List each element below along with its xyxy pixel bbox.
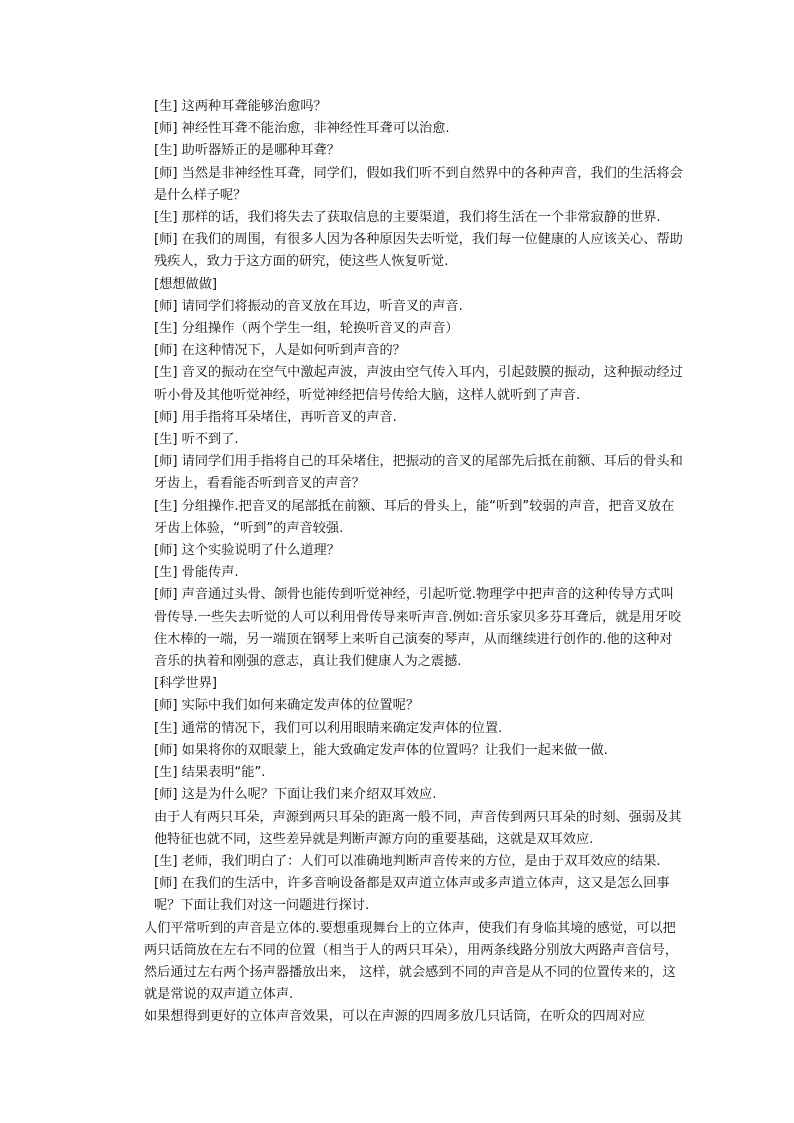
- paragraph: 人们平常听到的声音是立体的.要想重现舞台上的立体声，使我们有身临其境的感觉，可以把两只话筒放在左右不同的位置（相当于人的两只耳朵），用两条线路分别放大两路声音信号，然后通过左右两个扬声器播放出来， 这样，就会感到不同的声音是从不同的位置传来的，这就是常说的双声道立体声.: [144, 920, 679, 1003]
- document-body: [144, 96, 684, 1029]
- paragraph: [生] 那样的话，我们将失去了获取信息的主要渠道，我们将生活在一个非常寂静的世界.: [154, 210, 661, 226]
- paragraph: [生] 通常的情况下，我们可以利用眼睛来确定发声体的位置.: [154, 720, 503, 736]
- paragraph: [生] 骨能传声.: [154, 565, 239, 581]
- paragraph: [师] 在这种情况下，人是如何听到声音的？: [154, 343, 406, 359]
- paragraph: [生] 老师，我们明白了：人们可以准确地判断声音传来的方位，是由于双耳效应的结果.: [154, 853, 661, 869]
- paragraph: [生] 分组操作（两个学生一组，轮换听音叉的声音）: [154, 321, 459, 337]
- paragraph: [师] 神经性耳聋不能治愈，非神经性耳聋可以治愈.: [154, 121, 450, 137]
- paragraph: [师] 声音通过头骨、颌骨也能传到听觉神经，引起听觉.物理学中把声音的这种传导方式叫骨传导.一些失去听觉的人可以利用骨传导来听声音.例如:音乐家贝多芬耳聋后，就是用牙咬住木棒的一端，另一端顶在钢琴上来听自己演奏的琴声，从而继续进行创作的.他的这种对音乐的执着和刚强的意志，真让我们健康人为之震撼.: [154, 587, 682, 670]
- paragraph: [生] 助听器矫正的是哪种耳聋？: [154, 143, 340, 159]
- paragraph: [师] 实际中我们如何来确定发声体的位置呢？: [154, 698, 420, 714]
- paragraph: [生] 这两种耳聋能够治愈吗？: [154, 99, 327, 114]
- paragraph: [生] 听不到了.: [154, 432, 239, 448]
- paragraph: [师] 在我们的生活中，许多音响设备都是双声道立体声或多声道立体声，这又是怎么回事呢？下面让我们对这一问题进行探讨.: [154, 876, 670, 914]
- paragraph: [师] 这是为什么呢？下面让我们来介绍双耳效应.: [154, 787, 437, 803]
- paragraph: [师] 在我们的周围，有很多人因为各种原因失去听觉，我们每一位健康的人应该关心、帮助残疾人，致力于这方面的研究，使这些人恢复听觉.: [154, 232, 683, 270]
- paragraph: [师] 当然是非神经性耳聋，同学们，假如我们听不到自然界中的各种声音，我们的生活将会是什么样子呢？: [154, 165, 683, 203]
- paragraph: 由于人有两只耳朵，声源到两只耳朵的距离一般不同，声音传到两只耳朵的时刻、强弱及其他特征也就不同，这些差异就是判断声源方向的重要基础，这就是双耳效应.: [154, 809, 682, 847]
- paragraph: [师] 这个实验说明了什么道理？: [154, 543, 340, 559]
- paragraph: [师] 如果将你的双眼蒙上，能大致确定发声体的位置吗？让我们一起来做一做.: [154, 742, 608, 758]
- paragraph: [想想做做]: [154, 276, 218, 292]
- paragraph: [生] 结果表明“能”.: [154, 765, 266, 781]
- paragraph: [师] 请同学们将振动的音叉放在耳边，听音叉的声音.: [154, 298, 463, 314]
- paragraph: [生] 分组操作.把音叉的尾部抵在前额、耳后的骨头上，能“听到”较弱的声音，把音叉放在牙齿上体验，“听到”的声音较强.: [154, 498, 675, 536]
- paragraph: [生] 音叉的振动在空气中激起声波，声波由空气传入耳内，引起鼓膜的振动，这种振动经过听小骨及其他听觉神经，听觉神经把信号传给大脑，这样人就听到了声音.: [154, 365, 683, 403]
- paragraph: [师] 用手指将耳朵堵住，再听音叉的声音.: [154, 409, 397, 425]
- paragraph: 如果想得到更好的立体声音效果，可以在声源的四周多放几只话筒，在听众的四周对应: [144, 1009, 646, 1025]
- paragraph: [科学世界]: [154, 676, 218, 692]
- paragraph: [师] 请同学们用手指将自己的耳朵堵住，把振动的音叉的尾部先后抵在前额、耳后的骨头和牙齿上，看看能否听到音叉的声音？: [154, 454, 683, 492]
